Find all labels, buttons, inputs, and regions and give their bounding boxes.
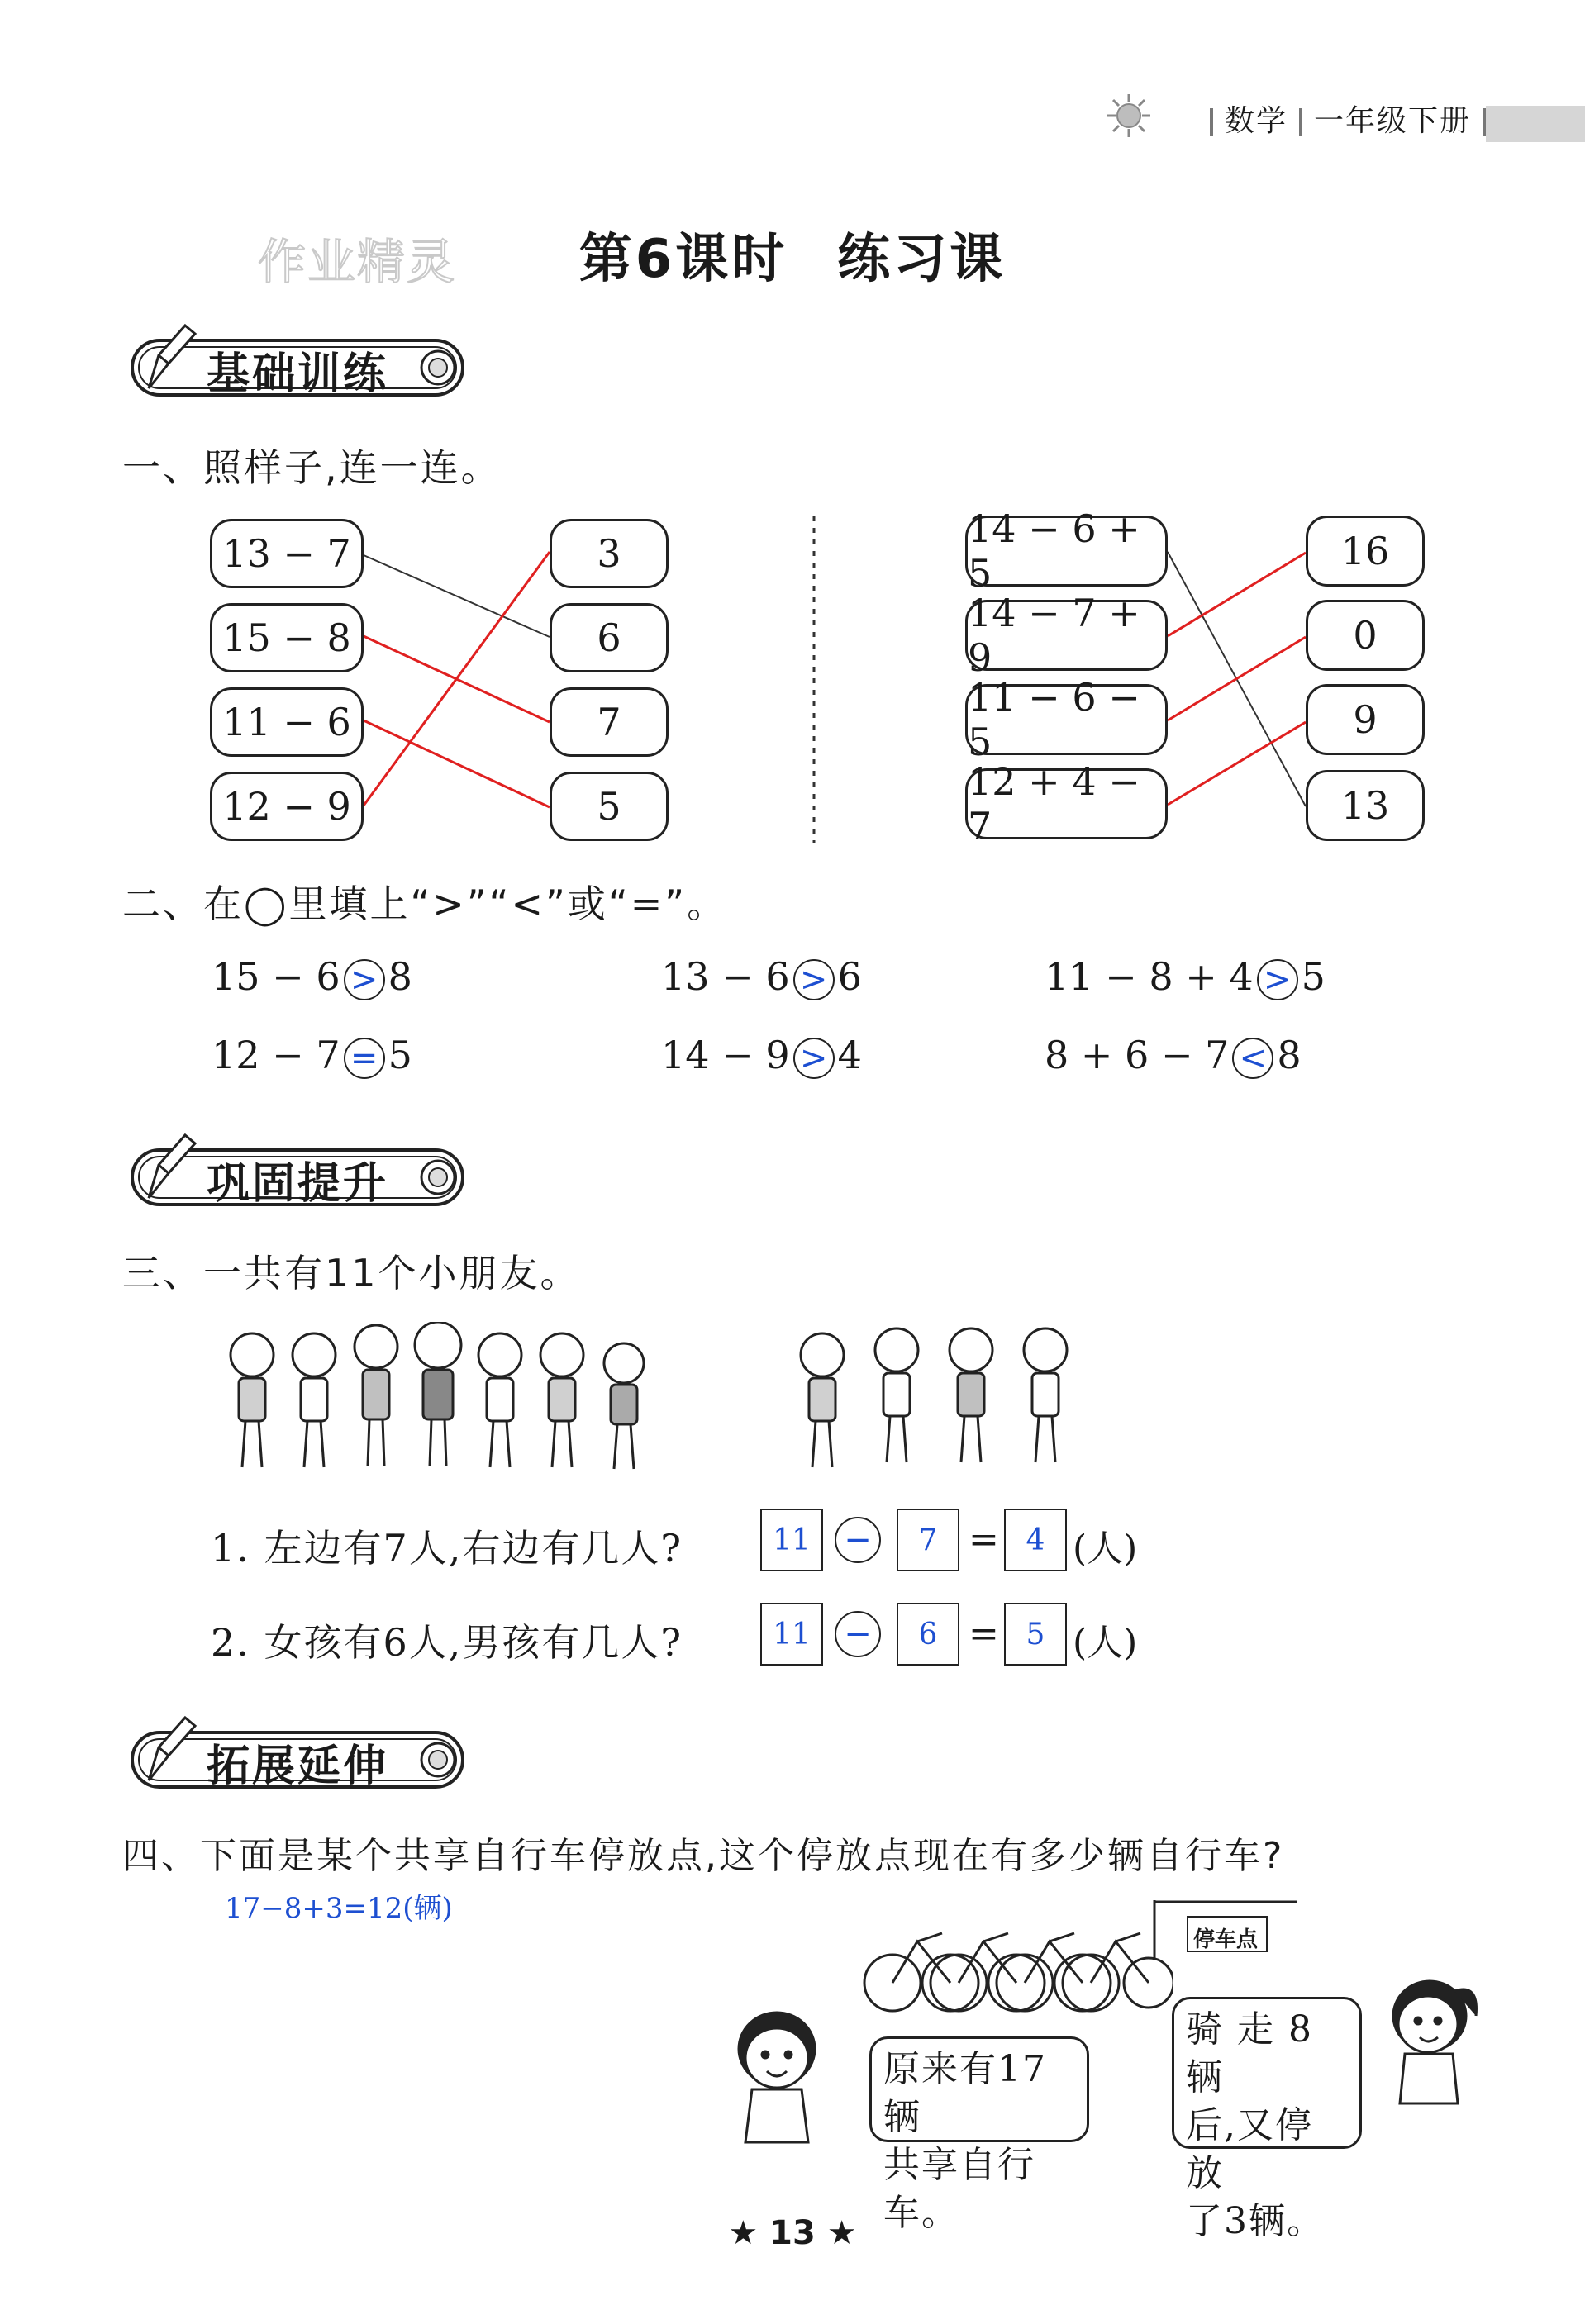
- unit-label: (人): [1073, 1622, 1138, 1664]
- answer-box[interactable]: 6: [897, 1603, 959, 1666]
- comparison-item: 13 − 6 > 6: [661, 954, 862, 999]
- right-expr-box: 14 − 7 + 9: [965, 600, 1168, 671]
- left-result-box: 7: [550, 687, 669, 757]
- left-expr-box: 11 − 6: [210, 687, 364, 757]
- speech-bubble-right: 骑 走 8 辆 后,又停放 了3辆。: [1172, 1997, 1362, 2149]
- sub-question-2: 2. 女孩有6人,男孩有几人?: [211, 1620, 683, 1665]
- answer-box[interactable]: 11: [760, 1603, 823, 1666]
- speech-bubble-left: 原来有17辆 共享自行车。: [869, 2036, 1089, 2142]
- answer-circle[interactable]: <: [1232, 1038, 1273, 1079]
- section-label: 拓展延伸: [207, 1742, 389, 1791]
- comparison-item: 14 − 9 > 4: [661, 1033, 862, 1077]
- operator-circle[interactable]: −: [835, 1517, 881, 1563]
- question-2-title: 二、在◯里填上“>”“<”或“=”。: [122, 882, 728, 926]
- right-expr-box: 11 − 6 − 5: [965, 684, 1168, 755]
- right-result-box: 16: [1306, 516, 1425, 587]
- girl-right-illustration: [1372, 1966, 1487, 2107]
- right-result-box: 0: [1306, 600, 1425, 671]
- unit-label: (人): [1073, 1528, 1138, 1570]
- girl-left-illustration: [719, 2003, 843, 2144]
- answer-box[interactable]: 7: [897, 1509, 959, 1571]
- comparison-item: 12 − 7 = 5: [212, 1033, 412, 1077]
- answer-box[interactable]: 5: [1004, 1603, 1067, 1666]
- parking-sign-text: 停车点: [1193, 1927, 1259, 1952]
- left-expr-box: 12 − 9: [210, 772, 364, 841]
- left-group-children: [231, 1322, 644, 1469]
- right-result-box: 13: [1306, 770, 1425, 841]
- right-group-children: [801, 1328, 1067, 1467]
- section-header-extension: [116, 1714, 479, 1797]
- operator-circle[interactable]: −: [835, 1611, 881, 1657]
- lesson-number: 第6课时: [578, 229, 788, 290]
- header-subject: 数学: [1225, 104, 1288, 138]
- comparison-item: 8 + 6 − 7 < 8: [1045, 1033, 1302, 1077]
- watermark: 作业精灵: [258, 234, 457, 290]
- question-4-title: 四、下面是某个共享自行车停放点,这个停放点现在有多少辆自行车?: [122, 1835, 1285, 1877]
- answer-box[interactable]: 4: [1004, 1509, 1067, 1571]
- left-result-box: 5: [550, 772, 669, 841]
- comparison-item: 15 − 6 > 8: [212, 954, 412, 999]
- comparison-item: 11 − 8 + 4 > 5: [1045, 954, 1326, 999]
- section-label: 巩固提升: [207, 1159, 389, 1209]
- section-header-consolidate: [116, 1132, 479, 1214]
- lesson-name: 练习课: [837, 229, 1007, 290]
- right-result-box: 9: [1306, 684, 1425, 755]
- page-number: ★ 13 ★: [728, 2214, 857, 2252]
- bicycles-illustration: [859, 1900, 1173, 2032]
- handwritten-answer: 17−8+3=12(辆): [225, 1892, 453, 1925]
- left-result-box: 3: [550, 519, 669, 588]
- answer-box[interactable]: 11: [760, 1509, 823, 1571]
- left-expr-box: 13 − 7: [210, 519, 364, 588]
- answer-circle[interactable]: >: [344, 959, 385, 1000]
- question-3-title: 三、一共有11个小朋友。: [122, 1251, 581, 1295]
- answer-circle[interactable]: >: [793, 1038, 835, 1079]
- sub-question-1: 1. 左边有7人,右边有几人?: [211, 1526, 683, 1571]
- equals-sign: =: [969, 1613, 999, 1655]
- equals-sign: =: [969, 1518, 999, 1561]
- left-result-box: 6: [550, 603, 669, 672]
- right-expr-box: 12 + 4 − 7: [965, 768, 1168, 839]
- left-expr-box: 15 − 8: [210, 603, 364, 672]
- answer-circle[interactable]: =: [344, 1038, 385, 1079]
- section-label: 基础训练: [207, 349, 389, 399]
- right-expr-box: 14 − 6 + 5: [965, 516, 1168, 587]
- question-1-title: 一、照样子,连一连。: [122, 445, 502, 490]
- children-illustration: [211, 1322, 1103, 1479]
- header-grade: 一年级下册: [1314, 104, 1472, 138]
- answer-circle[interactable]: >: [793, 959, 835, 1000]
- answer-circle[interactable]: >: [1257, 959, 1298, 1000]
